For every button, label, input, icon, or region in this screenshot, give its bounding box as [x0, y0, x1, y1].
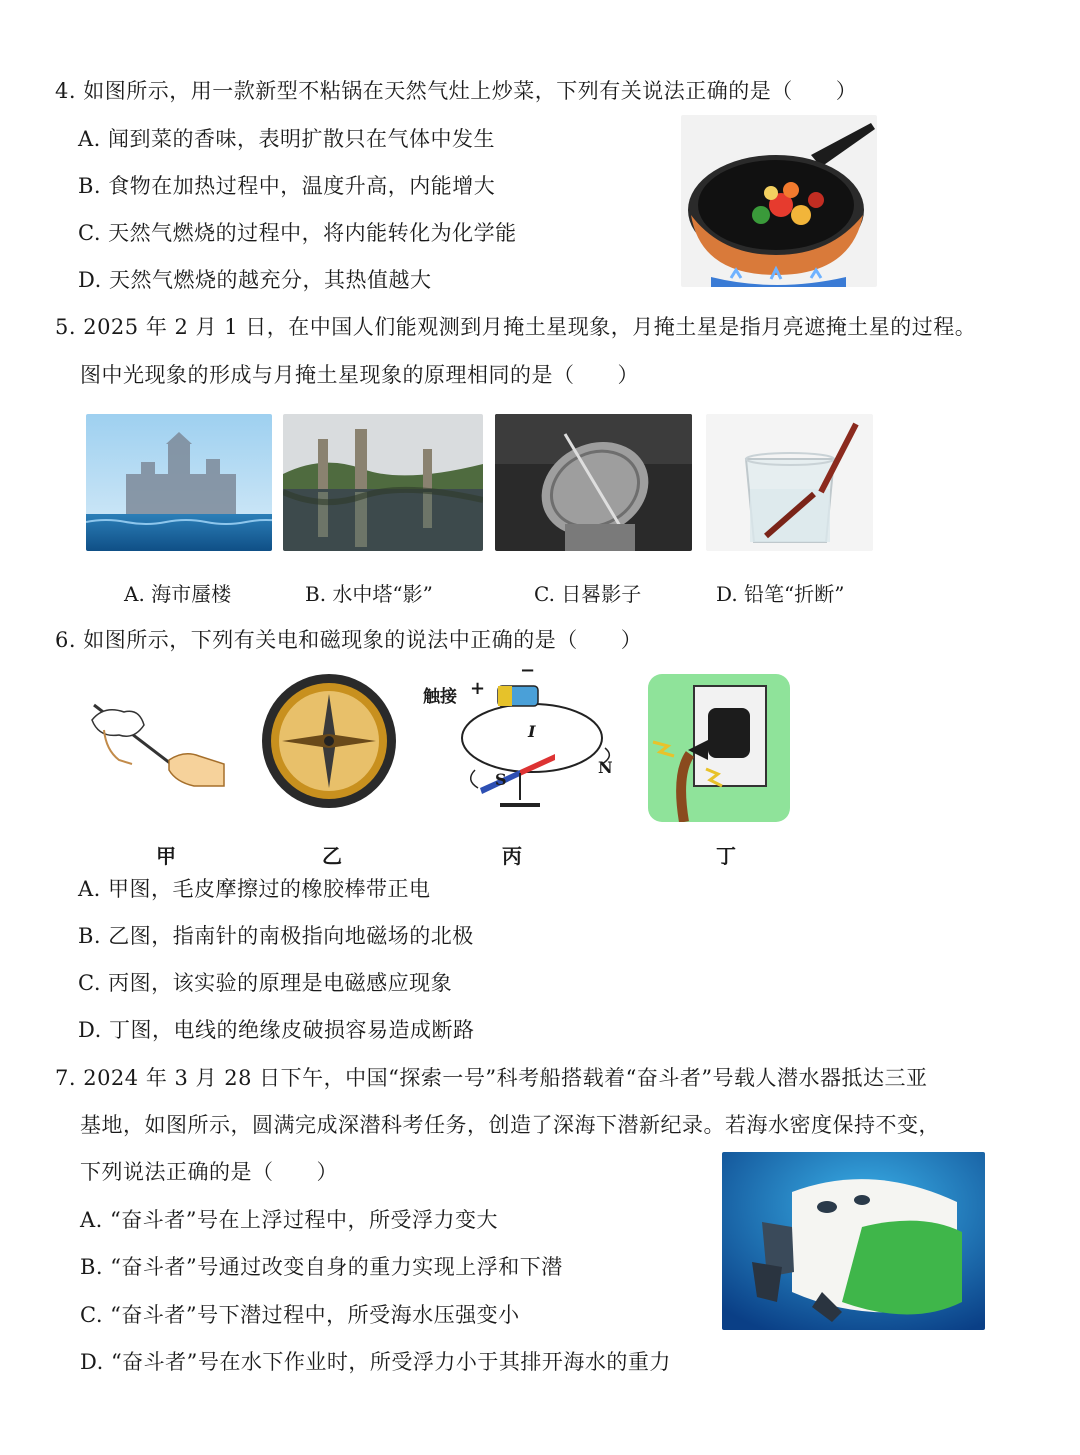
figure-label-yi: 乙 — [322, 844, 342, 868]
q6-stem: 6. 如图所示，下列有关电和磁现象的说法中正确的是（ ） — [55, 628, 643, 652]
q5-caption-a: A. 海市蜃楼 — [124, 582, 232, 606]
q5-stem-line1: 5. 2025 年 2 月 1 日，在中国人们能观测到月掩土星现象，月掩土星是指月亮遮掩土星的过程。 — [55, 315, 977, 339]
minus-label: − — [520, 660, 536, 681]
sundial-photo — [495, 414, 692, 551]
q4-stem: 4. 如图所示，用一款新型不粘锅在天然气灶上炒菜，下列有关说法正确的是（ ） — [55, 79, 858, 103]
q5-caption-d: D. 铅笔“折断” — [716, 582, 845, 606]
wok-photo — [681, 115, 877, 287]
damaged-plug-icon — [648, 674, 790, 822]
q6-option-a[interactable]: A. 甲图，毛皮摩擦过的橡胶棒带正电 — [78, 877, 431, 901]
q5-stem-line2: 图中光现象的形成与月掩土星现象的原理相同的是（ ） — [80, 363, 639, 387]
q4-option-d[interactable]: D. 天然气燃烧的越充分，其热值越大 — [78, 268, 432, 292]
q7-option-c[interactable]: C. “奋斗者”号下潜过程中，所受海水压强变小 — [80, 1303, 520, 1327]
pencil-in-water-photo — [706, 414, 873, 551]
q4-option-b[interactable]: B. 食物在加热过程中，温度升高，内能增大 — [78, 174, 496, 198]
current-label: I — [528, 722, 536, 741]
compass-icon — [260, 672, 398, 810]
q6-option-b[interactable]: B. 乙图，指南针的南极指向地磁场的北极 — [78, 924, 474, 948]
q4-option-c[interactable]: C. 天然气燃烧的过程中，将内能转化为化学能 — [78, 221, 517, 245]
rubbing-rod-icon — [84, 690, 232, 790]
q5-caption-b: B. 水中塔“影” — [305, 582, 433, 606]
plus-label: + — [470, 678, 486, 699]
oersted-experiment-icon — [420, 660, 630, 820]
south-label: S — [495, 770, 507, 789]
touch-label: 触接 — [423, 687, 457, 707]
figure-label-jia: 甲 — [156, 844, 176, 868]
q4-option-a[interactable]: A. 闻到菜的香味，表明扩散只在气体中发生 — [78, 127, 496, 151]
figure-label-bing: 丙 — [502, 844, 522, 868]
q7-stem-line2: 基地，如图所示，圆满完成深潜科考任务，创造了深海下潜新纪录。若海水密度保持不变， — [80, 1113, 940, 1137]
q7-stem-line1: 7. 2024 年 3 月 28 日下午，中国“探索一号”科考船搭载着“奋斗者”号载人潜水器抵达三亚 — [55, 1066, 928, 1090]
q7-stem-line3: 下列说法正确的是（ ） — [80, 1160, 338, 1184]
figure-label-ding: 丁 — [716, 844, 736, 868]
mirage-photo — [86, 414, 272, 551]
north-label: N — [598, 758, 613, 777]
submersible-photo — [722, 1152, 985, 1330]
pagoda-reflection-photo — [283, 414, 483, 551]
q7-option-d[interactable]: D. “奋斗者”号在水下作业时，所受浮力小于其排开海水的重力 — [80, 1350, 671, 1374]
q7-option-a[interactable]: A. “奋斗者”号在上浮过程中，所受浮力变大 — [80, 1208, 498, 1232]
q6-option-d[interactable]: D. 丁图，电线的绝缘皮破损容易造成断路 — [78, 1018, 475, 1042]
q6-option-c[interactable]: C. 丙图，该实验的原理是电磁感应现象 — [78, 971, 453, 995]
q7-option-b[interactable]: B. “奋斗者”号通过改变自身的重力实现上浮和下潜 — [80, 1255, 563, 1279]
q5-caption-c: C. 日晷影子 — [534, 582, 642, 606]
